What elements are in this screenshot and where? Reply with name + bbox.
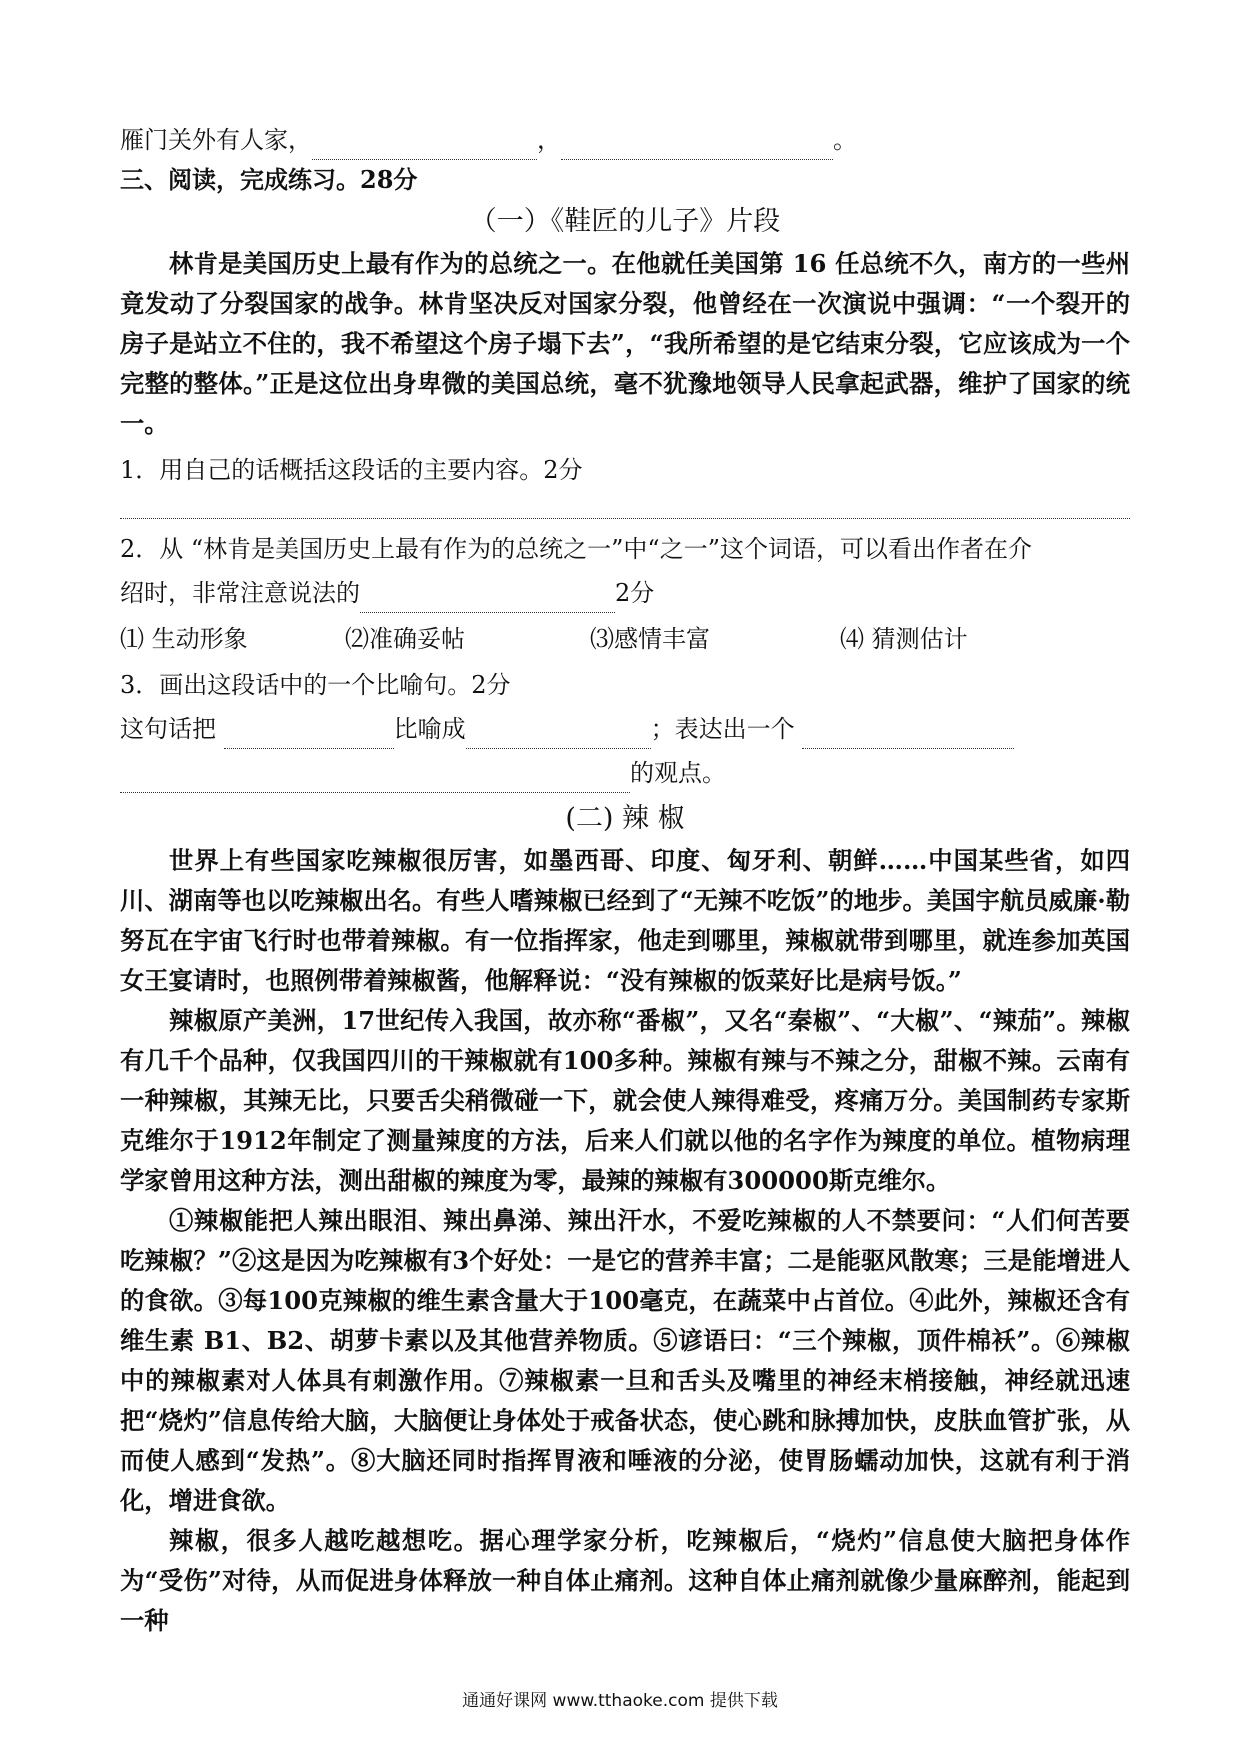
poem-line	[120, 120, 1130, 160]
q3-text-a: 这句话把	[120, 715, 216, 743]
question-3-fill	[120, 709, 1130, 749]
poem-end: 。	[833, 126, 857, 154]
answer-line-q1[interactable]	[120, 496, 1130, 519]
question-2-options	[120, 619, 1130, 659]
q3-text-c: ；表达出一个	[650, 715, 795, 743]
passage2-paragraph-4: 辣椒，很多人越吃越想吃。据心理学家分析，吃辣椒后，“烧灼”信息使大脑把身体作为“受伤”对待，从而促进身体释放一种自体止痛剂。这种自体止痛剂就像少量麻醉剂，能起到一种	[120, 1526, 1130, 1635]
poem-prefix: 雁门关外有人家，	[120, 126, 312, 154]
q3-text-d: 的观点。	[630, 759, 726, 787]
answer-blank-q3a[interactable]	[224, 722, 394, 749]
option-3[interactable]: ⑶感情丰富	[590, 625, 710, 653]
section3-heading: 三、阅读，完成练习。28分	[120, 165, 418, 194]
passage2-paragraph-2: 辣椒原产美洲，17世纪传入我国，故亦称“番椒”，又名“秦椒”、“大椒”、“辣茄”。辣椒有几千个品种，仅我国四川的干辣椒就有100多种。辣椒有辣与不辣之分，甜椒不辣。云南有一种辣椒，其辣无比，只要舌尖稍微碰一下，就会使人辣得难受，疼痛万分。美国制药专家斯克维尔于1912年制定了测量辣度的方法，后来人们就以他的名字作为辣度的单位。植物病理学家曾用这种方法，测出甜椒的辣度为零，最辣的辣椒有300000斯克维尔。	[120, 1006, 1130, 1195]
q3-text-b: 比喻成	[393, 715, 466, 743]
passage1-title: （一）《鞋匠的儿子》片段	[469, 206, 781, 237]
passage2-paragraph-1: 世界上有些国家吃辣椒很厉害，如墨西哥、印度、匈牙利、朝鲜……中国某些省，如四川、湖南等也以吃辣椒出名。有些人嗜辣椒已经到了“无辣不吃饭”的地步。美国宇航员威廉·勒努瓦在宇宙飞行时也带着辣椒。有一位指挥家，他走到哪里，辣椒就带到哪里，就连参加英国女王宴请时，也照例带着辣椒酱，他解释说：“没有辣椒的饭菜好比是病号饭。”	[120, 846, 1130, 995]
poem-comma: ，	[537, 126, 561, 154]
passage2-paragraph-3: ①辣椒能把人辣出眼泪、辣出鼻涕、辣出汗水，不爱吃辣椒的人不禁要问：“人们何苦要吃辣椒？”②这是因为吃辣椒有3个好处：一是它的营养丰富；二是能驱风散寒；三是能增进人的食欲。③每100克辣椒的维生素含量大于100毫克，在蔬菜中占首位。④此外，辣椒还含有维生素 B1、B2、胡萝卡素以及其他营养物质。⑤谚语曰：“三个辣椒，顶件棉袄”。⑥辣椒中的辣椒素对人体具有刺激作用。⑦辣椒素一旦和舌头及嘴里的神经末梢接触，神经就迅速把“烧灼”信息传给大脑，大脑便让身体处于戒备状态，使心跳和脉搏加快，皮肤血管扩张，从而使人感到“发热”。⑧大脑还同时指挥胃液和唾液的分泌，使胃肠蠕动加快，这就有利于消化，增进食欲。	[120, 1206, 1130, 1515]
worksheet-page	[120, 120, 1130, 1641]
option-4[interactable]: ⑷ 猜测估计	[840, 625, 968, 653]
answer-blank-1[interactable]	[312, 133, 537, 160]
question-2-text: 绍时，非常注意说法的	[120, 579, 360, 607]
passage2-title: (二) 辣 椒	[565, 803, 685, 834]
passage1-text: 林肯是美国历史上最有作为的总统之一。在他就任美国第 16 任总统不久，南方的一些州竟发动了分裂国家的战争。林肯坚决反对国家分裂，他曾经在一次演说中强调：“一个裂开的房子是站立不住的，我不希望这个房子塌下去”，“我所希望的是它结束分裂，它应该成为一个完整的整体。”正是这位出身卑微的美国总统，毫不犹豫地领导人民拿起武器，维护了国家的统一。	[120, 249, 1130, 438]
answer-blank-q3b[interactable]	[466, 722, 651, 749]
question-3: 3．画出这段话中的一个比喻句。2分	[120, 671, 511, 699]
answer-blank-q3c[interactable]	[802, 722, 1014, 749]
answer-blank-2[interactable]	[561, 133, 833, 160]
answer-blank-q3d[interactable]	[120, 766, 630, 793]
option-1[interactable]: ⑴ 生动形象	[120, 625, 248, 653]
footer-download-note: 通通好课网 www.tthaoke.com 提供下载	[462, 1691, 778, 1711]
answer-blank-q2[interactable]	[360, 586, 615, 613]
question-2-line2	[120, 573, 1130, 613]
question-2-line1: 2．从 “林肯是美国历史上最有作为的总统之一”中“之一”这个词语，可以看出作者在介	[120, 535, 1032, 563]
option-2[interactable]: ⑵准确妥帖	[345, 625, 465, 653]
question-2-score: 2分	[615, 579, 655, 607]
question-1: 1．用自己的话概括这段话的主要内容。2分	[120, 456, 583, 484]
question-3-fill-2	[120, 753, 1130, 793]
